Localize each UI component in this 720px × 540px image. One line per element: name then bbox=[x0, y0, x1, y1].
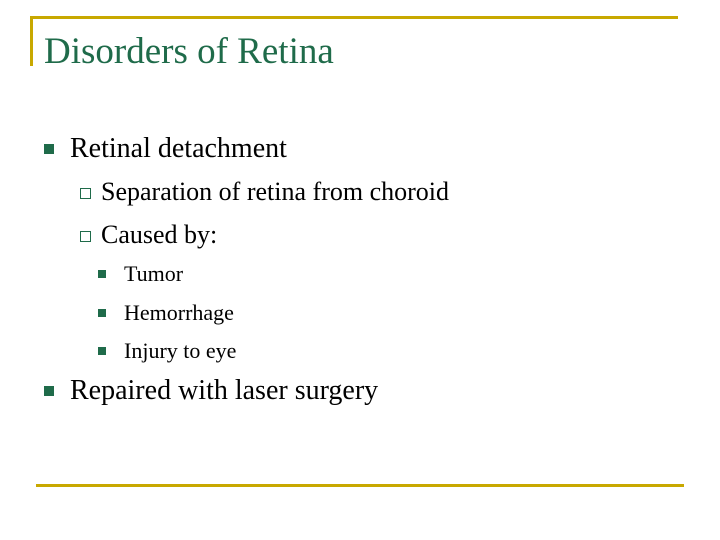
bullet-hemorrhage: Hemorrhage bbox=[124, 300, 234, 325]
hollow-square-bullet-icon bbox=[80, 188, 91, 199]
left-decorative-rule bbox=[30, 16, 33, 66]
bottom-decorative-rule bbox=[36, 484, 684, 487]
bullet-retinal-detachment: Retinal detachment bbox=[70, 133, 287, 164]
filled-square-bullet-icon bbox=[98, 347, 106, 355]
filled-square-bullet-icon bbox=[98, 270, 106, 278]
bullet-caused-by: Caused by: bbox=[101, 220, 218, 249]
top-decorative-rule bbox=[30, 16, 678, 19]
filled-square-bullet-icon bbox=[44, 386, 54, 396]
hollow-square-bullet-icon bbox=[80, 231, 91, 242]
filled-square-bullet-icon bbox=[44, 144, 54, 154]
bullet-repaired-laser: Repaired with laser surgery bbox=[70, 375, 379, 406]
bullet-separation: Separation of retina from choroid bbox=[101, 177, 449, 206]
filled-square-bullet-icon bbox=[98, 309, 106, 317]
slide-title: Disorders of Retina bbox=[44, 31, 334, 72]
bullet-injury-to-eye: Injury to eye bbox=[124, 338, 237, 363]
bullet-tumor: Tumor bbox=[124, 261, 184, 286]
